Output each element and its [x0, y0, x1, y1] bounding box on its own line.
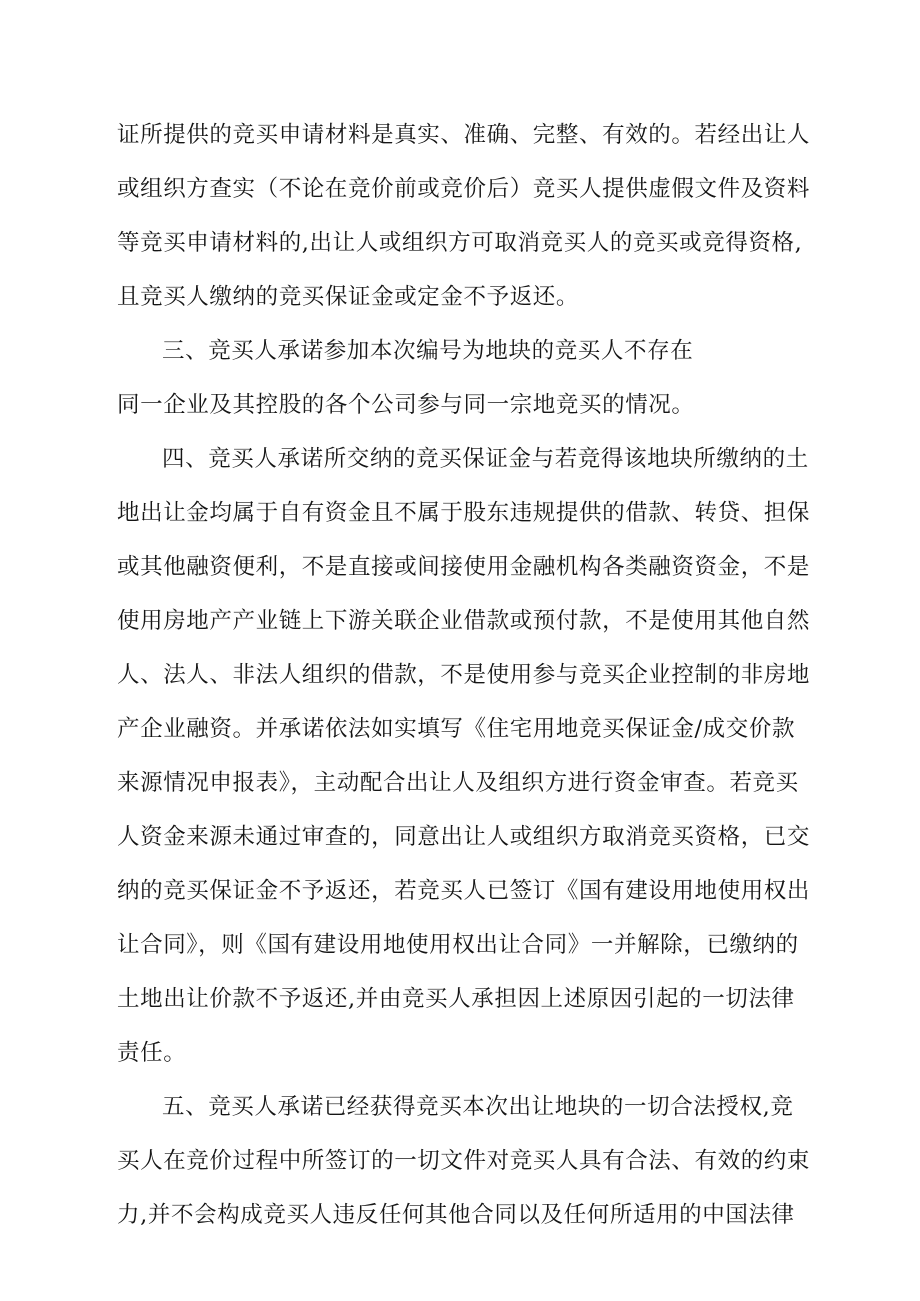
- text-line: 或组织方查实（不论在竞价前或竞价后）竞买人提供虚假文件及资料: [117, 176, 811, 202]
- text-line: 让合同》，则《国有建设用地使用权出让合同》一并解除，已缴纳的: [117, 932, 799, 958]
- text-line: 使用房地产产业链上下游关联企业借款或预付款，不是使用其他自然: [117, 608, 811, 634]
- text-line: 证所提供的竞买申请材料是真实、准确、完整、有效的。若经出让人: [117, 122, 811, 148]
- text-line: 三、竞买人承诺参加本次编号为地块的竞买人不存在: [162, 338, 694, 364]
- text-line: 同一企业及其控股的各个公司参与同一宗地竞买的情况。: [117, 392, 695, 418]
- text-line: 纳的竞买保证金不予返还，若竞买人已签订《国有建设用地使用权出: [117, 878, 811, 904]
- text-line: 或其他融资便利，不是直接或间接使用金融机构各类融资资金，不是: [117, 554, 811, 580]
- text-line: 人资金来源未通过审查的，同意出让人或组织方取消竞买资格，已交: [117, 824, 811, 850]
- text-line: 土地出让价款不予返还,并由竞买人承担因上述原因引起的一切法律: [117, 986, 795, 1012]
- text-line: 买人在竞价过程中所签订的一切文件对竞买人具有合法、有效的约束: [117, 1148, 811, 1174]
- text-line: 四、竞买人承诺所交纳的竞买保证金与若竞得该地块所缴纳的土: [162, 446, 809, 472]
- text-line: 产企业融资。并承诺依法如实填写《住宅用地竞买保证金/成交价款: [117, 716, 796, 742]
- text-line: 力,并不会构成竞买人违反任何其他合同以及任何所适用的中国法律: [117, 1202, 795, 1228]
- text-line: 责任。: [117, 1040, 187, 1066]
- text-line: 来源情况申报表》，主动配合出让人及组织方进行资金审查。若竞买: [117, 770, 799, 796]
- text-line: 人、法人、非法人组织的借款，不是使用参与竞买企业控制的非房地: [117, 662, 811, 688]
- text-line: 且竞买人缴纳的竞买保证金或定金不予返还。: [117, 284, 580, 310]
- text-line: 五、竞买人承诺已经获得竞买本次出让地块的一切合法授权,竞: [162, 1094, 794, 1120]
- text-line: 地出让金均属于自有资金且不属于股东违规提供的借款、转贷、担保: [117, 500, 811, 526]
- text-line: 等竞买申请材料的,出让人或组织方可取消竞买人的竞买或竞得资格,: [117, 230, 803, 256]
